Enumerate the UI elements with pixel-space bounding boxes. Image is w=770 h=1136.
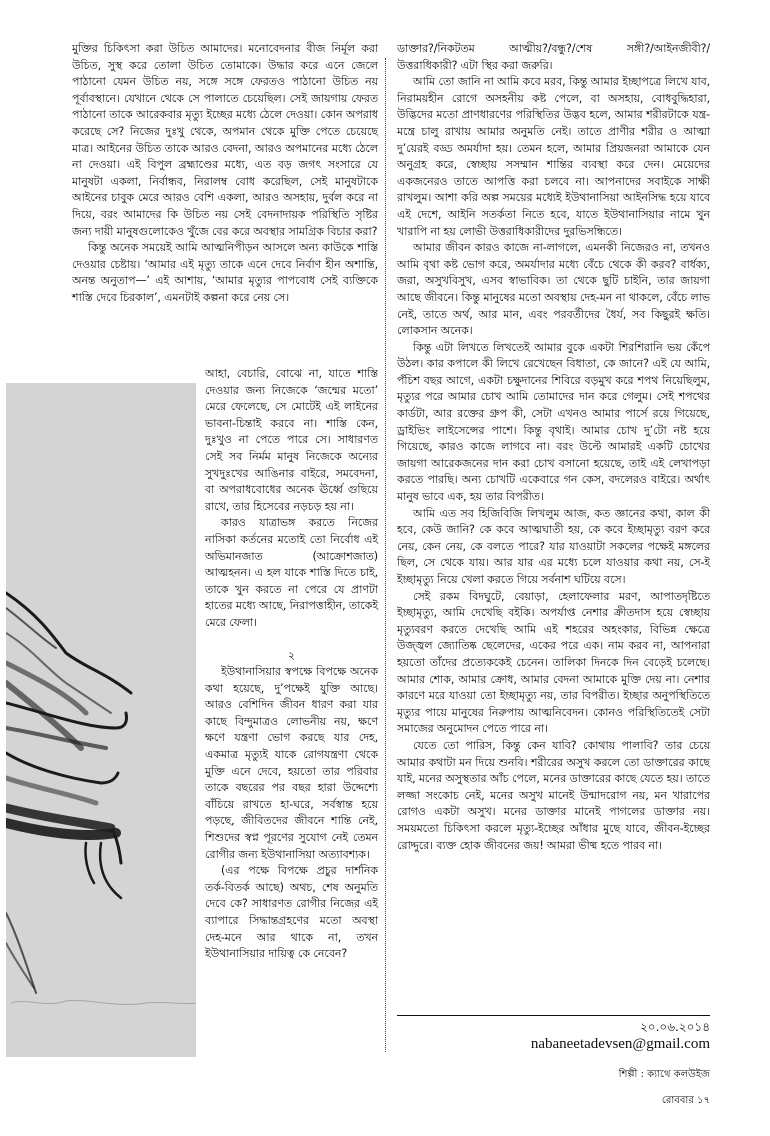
paragraph: কিন্তু অনেক সময়েই আমি আত্মনিপীড়ন আসলে অন্য কাউকে শাস্তি দেওয়ার চেষ্টায়। ‘আমার এই মৃত্যু তাকে এনে দেবে নির্বাণ হীন অশান্তি, অনন্ত অনুতাপ—’ এই আশায়, ‘আমার মৃত্যুর পাপবোধ সেই ব্যক্তিকে শাস্তি দেবে চিরকাল’, এমনটাই কল্পনা করে নেয় সে। bbox=[72, 241, 378, 304]
paragraph: আমি এত সব হিজিবিজি লিখলুম আজ, কত জ্ঞানের কথা, কাল কী হবে, কেউ জানি? কে কবে আত্মঘাতী হয়, কে কবে ইচ্ছামৃত্যু বরণ করে নেয়, কেন নেয়, কে বলতে পারে? যার যাওয়াটা সকলের পক্ষেই মঙ্গলের ছিল, সে থেকে যায়। আর যার এর মধ্যে চলে যাওয়ার কথা নয়, সে-ই ইচ্ছামৃত্যু নিয়ে খেলা করতে গিয়ে সর্বনাশ ঘটিয়ে বসে। bbox=[397, 506, 710, 586]
page-folio: রোববার ১৭ bbox=[661, 1095, 710, 1106]
paragraph: মুক্তির চিকিৎসা করা উচিত আমাদের। মনোবেদনার বীজ নির্মূল করা উচিত, সুস্থ করে তোলা উচিত তোমাকে। উদ্ধার করে এনে জেলে পাঠানো যেমন উচিত নয়, সঙ্গে সঙ্গে ফেরতও পাঠানো উচিত নয় পূর্বাবস্থানে। যেখানে থেকে সে পালাতে চেয়েছিল। সেই জায়গায় ফেরত পাঠানো তাকে আরেকবার মৃত্যু ইচ্ছের মধ্যে ঠেলে দেওয়া। কোন অপরাধ করেছে সে? নিজের দুঃখু থেকে, অপমান থেকে মুক্তি পেতে চেয়েছে মাত্র। আইনের উচিত তাকে আরও বেদনা, আরও অপমানের মধ্যে ঠেলে না দেওয়া। এই বিপুল ব্রহ্মাণ্ডের মধ্যে, এত বড় জগৎ সংসারে যে মানুষটা একলা, নির্বান্ধব, নিরালম্ব বোধ করেছিল, সেই মানুষটাকে আইনের চাবুক মেরে আরও বেশি একলা, আরও অসহায়, দুর্বল করে না দিয়ে, বরং আমাদের কি উচিত নয় সেই বেদনাদায়ক পরিস্থিতি সৃষ্টির জন্য দায়ী মানুষগুলোকেও খুঁজে বের করে অবস্থার সামগ্রিক বিচার করা? bbox=[72, 42, 378, 238]
paragraph: ডাক্তার?/নিকটতম আত্মীয়?/বন্ধু?/শেষ সঙ্গী?/আইনজীবী?/ উত্তরাধিকারী? এটা স্থির করা জরুরি। bbox=[397, 42, 710, 72]
author-email: nabaneetadevsen@gmail.com bbox=[530, 1036, 710, 1052]
article-end-rule bbox=[397, 1015, 710, 1016]
paragraph: আহা, বেচারি, বোঝে না, যাতে শাস্তি দেওয়ার জন্য নিজেকে ‘জন্মের মতো’ মেরে ফেলেছে, সে মোটেই এই লাইনের ভাবনা-চিন্তাই করবে না। শাস্তি কেন, দুঃখুও না পেতে পারে সে। সাধারণত সেই সব নির্মম মানুষ নিজেকে অন্যের সুখদুঃখের আঙিনার বাইরে, সমবেদনা, বা অপরাধবোধের অনেক ঊর্ধ্বে গুছিয়ে রাখে, তার হিসেবের নড়চড় হয় না। bbox=[205, 367, 378, 513]
paragraph: আমি তো জানি না আমি কবে মরব, কিন্তু আমার ইচ্ছাপত্রে লিখে যাব, নিরাময়হীন রোগে অসহনীয় কষ্ট পেলে, বা অসহায়, বোধবুদ্ধিহারা, উদ্ভিদের মতো প্রাণধারণের পরিস্থিতির উদ্ভব হলে, আমার শরীরটাকে যন্ত্র-মন্ত্রে চালু রাখায় আমার অনুমতি নেই। তাতে প্রাণীর শরীর ও আত্মা দু’য়েরই বড্ড অমর্যাদা হয়। তেমন হলে, আমার প্রিয়জনরা আমাকে যেন অনুগ্রহ করে, স্বেচ্ছায় সসম্মান শান্তির ব্যবস্থা করে দেন। মেয়েদের একজনেরও তাতে আপত্তি করা চলবে না। আপনাদের সবাইকে সাক্ষী রাখলুম। আশা করি অল্প সময়ের মধ্যেই ইউথানাসিয়া আইনসিদ্ধ হয়ে যাবে এই দেশে, আইনি সতর্কতা নিতে হবে, যাতে ইউথানাসিয়ার নামে খুন খারাপি না হয় লোভী উত্তরাধিকারীদের দুরভিসন্ধিতে। bbox=[397, 75, 710, 238]
artwork-illustration bbox=[6, 383, 196, 1057]
section-number: ২ bbox=[287, 648, 296, 662]
paragraph: কারও যাত্রাভঙ্গ করতে নিজের নাসিকা কর্তনের মতোই তো নির্বোধ এই অভিমানজাত (আক্রোশজাত) আত্মহনন। এ হল যাকে শাস্তি দিতে চাই, তাকে খুন করতে না পেরে যে প্রাণটা হাতের মধ্যে আছে, নিরাপত্তাহীন, তাকেই মেরে ফেলা। bbox=[205, 516, 378, 629]
paragraph: সেই রকম বিদঘুটে, বেয়াড়া, হেলাফেলার মরণ, আপাতদৃষ্টিতে ইচ্ছামৃত্যু, আমি দেখেছি বইকি। অপর্যাপ্ত নেশার ক্রীতদাস হয়ে স্বেচ্ছায় মৃত্যুবরণ করতে দেখেছি আমি এই শহরের অহংকার, বিভিন্ন ক্ষেত্রে উজ্জ্বল জ্যোতিষ্ক ছেলেদের, একের পরে এক। নাম করব না, আপনারা হয়তো তাঁদের প্রত্যেককেই চেনেন। তালিকা দিনকে দিন বেড়েই চলেছে। আমার শোক, আমার ক্রোধ, আমার বেদনা আমাকে মুক্তি দেয় না। নেশার কারণে মরে যাওয়া তো ইচ্ছামৃত্যু নয়, তার বিপরীত। ইচ্ছার অনুপস্থিতিতে মৃত্যুর পায়ে মানুষের নিরুপায় আত্মনিবেদন। কোনও পরিস্থিতিতেই সেটা সমাজের অনুমোদন পেতে পারে না। bbox=[397, 589, 710, 736]
paragraph: যেতে তো পারিস, কিন্তু কেন যাবি? কোথায় পালাবি? তার চেয়ে আমার কথাটা মন দিয়ে শুনবি। শরীরের অসুখ করলে তো ডাক্তারের কাছে যাই, মনের অসুস্থতার আঁচ পেলে, মনের ডাক্তারের কাছে যেতে হয়। তাতে লজ্জা সংকোচ নেই, মনের অসুখ মানেই উন্মাদরোগ নয়, মন খারাপের রোগও একটা অসুখ। মনের ডাক্তার মানেই পাগলের ডাক্তার নয়। সময়মতো চিকিৎসা করলে মৃত্যু-ইচ্ছের আঁধার মুছে যাবে, জীবন-ইচ্ছের রোদ্দুরে। ব্যক্ত হোক জীবনের জয়! আমরা ভীষ্ম হতে পারব না। bbox=[397, 738, 710, 852]
left-column-narrow bbox=[205, 366, 378, 963]
charcoal-drawing bbox=[6, 383, 196, 1057]
paragraph: ইউথানাসিয়ার স্বপক্ষে বিপক্ষে অনেক কথা হয়েছে, দু’পক্ষেই যুক্তি আছে। আরও বেশিদিন জীবন ধারণ করা যার কাছে বিন্দুমাত্রও লোভনীয় নয়, ক্ষণে ক্ষণে যন্ত্রণা ভোগ করছে যার দেহ, একমাত্র মৃত্যুই যাকে রোগযন্ত্রণা থেকে মুক্তি এনে দেবে, হয়তো তার পরিবার তাকে বছরের পর বছর হারা উদ্দেশ্যে বাঁচিয়ে রাখতে হা-ঘরে, সর্বস্বান্ত হয়ে পড়ছে, জীবিতদের জীবনে শান্তি নেই, শিশুদের স্বপ্ন পূরণের সুযোগ নেই তেমন রোগীর জন্য ইউথানাসিয়া অত্যাবশ্যক। bbox=[205, 665, 378, 861]
artist-credit: শিল্পী : ক্যাথে কলউইজ bbox=[618, 1069, 710, 1080]
paragraph: (এর পক্ষে বিপক্ষে প্রচুর দার্শনিক তর্ক-বিতর্ক আছে) অথচ, শেষ অনুমতি দেবে কে? সাধারণত রোগীর নিজের এই ব্যাপারে সিদ্ধান্তগ্রহণের মতো অবস্থা দেহ-মনে আর থাকে না, তখন ইউথানাসিয়ার দায়িত্ব কে নেবেন? bbox=[205, 864, 378, 961]
column-divider bbox=[385, 58, 386, 1052]
left-column-top bbox=[72, 41, 378, 307]
paragraph: কিন্তু এটা লিখতে লিখতেই আমার বুকে একটা শিরশিরানি ভয় কেঁপে উঠল। কার কপালে কী লিখে রেখেছেন বিধাতা, কে জানে? এই যে আমি, পঁচিশ বছর আগে, একটা চক্ষুদানের শিবিরে বড়মুখ করে শপথ নিয়েছিলুম, মৃত্যুর পরে আমার চোখ আমি তোমাদের দান করে গেলুম। সেই শপথের কার্ডটা, আর রক্তের গ্রুপ কী, সেটা এখনও আমার পার্সে রয়ে গিয়েছে, ড্রাইভিং লাইসেন্সের পাশে। কিন্তু বৃথাই। আমার চোখ দু’টো নষ্ট হয়ে গিয়েছে, কারও কাজে লাগবে না। বরং উল্টে আমারই একটি চোখের জায়গা আরেকজনের দান করা চোখ বসানো হয়েছে, তাই এই লেখাপড়া করতে পারছি। অন্য চোখটি একেবারে গন কেস, বদলেরও বাইরে। অর্থাৎ মানুষ ভাবে এক, হয় তার বিপরীত। bbox=[397, 340, 710, 504]
article-date: ২০.০৬.২০১৪ bbox=[639, 1020, 710, 1034]
paragraph: আমার জীবন কারও কাজে না-লাগলে, এমনকী নিজেরও না, তখনও আমি বৃথা কষ্ট ভোগ করে, অমর্যাদার মধ্যে বেঁচে থেকে কী করব? বার্ধক্য, জরা, অসুখবিসুখ, এসব স্বাভাবিক। তা থেকে ছুটি চাইনি, তার জায়গা আছে জীবনে। কিন্তু মানুষের মতো অবস্থায় দেহ-মন না থাকলে, বেঁচে লাভ নেই, তাতে অর্থ, আর মান, এবং পরবর্তীদের ধৈর্য, সব কিছুরই ক্ষতি। লোকসান অনেক। bbox=[397, 241, 710, 338]
right-column bbox=[397, 41, 710, 854]
